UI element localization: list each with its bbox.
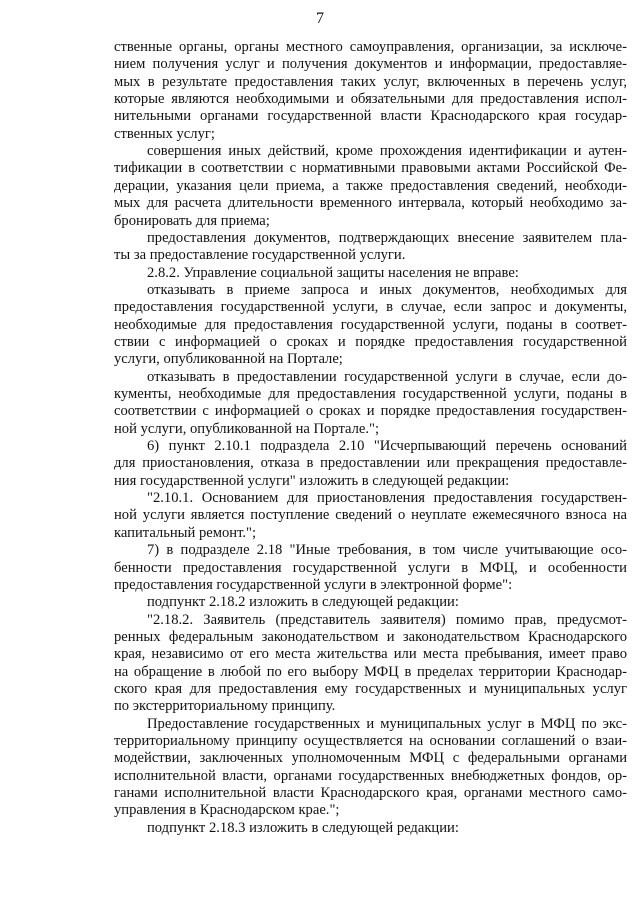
page-number: 7: [316, 10, 324, 27]
text-line: модействии, заключенных уполномоченным МФЦ с федеральными органами: [114, 750, 627, 767]
text-line: Предоставление государственных и муниципальных услуг в МФЦ по экс-: [147, 715, 627, 732]
text-line: ственных услуг;: [114, 125, 215, 142]
text-line: бенности предоставления государственной услуги в МФЦ, и особенности: [114, 559, 627, 576]
text-line: на обращение в любой по его выбору МФЦ в пределах территории Краснодар-: [114, 663, 627, 680]
text-line: ренных федеральным законодательством и законодательством Краснодарского: [114, 628, 627, 645]
text-line: отказывать в предоставлении государственной услуги в случае, если до-: [147, 368, 627, 385]
text-line: тификации в соответствии с нормативными правовыми актами Российской Фе-: [114, 160, 627, 177]
text-line: 7) в подразделе 2.18 "Иные требования, в том числе учитывающие осо-: [147, 542, 627, 559]
text-line: "2.10.1. Основанием для приостановления предоставления государствен-: [147, 490, 627, 507]
text-line: для приостановления, отказа в предоставлении или прекращения предоставле-: [114, 455, 627, 472]
text-line: предоставления документов, подтверждающих внесение заявителем пла-: [147, 229, 627, 246]
text-line: отказывать в приеме запроса и иных документов, необходимых для: [147, 281, 627, 298]
text-line: необходимые для предоставления государственной услуги, поданы в соответ-: [114, 316, 627, 333]
text-line: ганами исполнительной власти Краснодарского края, органами местного само-: [114, 785, 627, 802]
text-line: совершения иных действий, кроме прохождения идентификации и аутен-: [147, 143, 627, 160]
text-line: управления в Краснодарском крае.";: [114, 802, 340, 819]
text-line: края, независимо от его места жительства или места пребывания, имеет право: [114, 646, 627, 663]
text-line: дерации, указания цели приема, а также предоставления сведений, необходи-: [114, 177, 627, 194]
text-line: ной услуги, опубликованной на Портале.";: [114, 420, 380, 437]
text-line: ского края для предоставления ему государственных и муниципальных услуг: [114, 680, 627, 697]
text-line: услуги, опубликованной на Портале;: [114, 351, 343, 368]
text-line: "2.18.2. Заявитель (представитель заявителя) помимо прав, предусмот-: [147, 611, 627, 628]
text-line: предоставления государственной услуги, в случае, если запрос и документы,: [114, 299, 627, 316]
text-line: ты за предоставление государственной услуги.: [114, 247, 406, 264]
text-line: исполнительной власти, органами государственных внебюджетных фондов, ор-: [114, 767, 627, 784]
text-line: ствии с информацией о сроках и порядке предоставления государственной: [114, 333, 627, 350]
text-line: ственные органы, органы местного самоуправления, организации, за исключе-: [114, 39, 627, 55]
text-line: подпункт 2.18.3 изложить в следующей редакции:: [147, 819, 459, 836]
text-line: ния государственной услуги" изложить в следующей редакции:: [114, 472, 510, 489]
text-line: по экстерриториальному принципу.: [114, 698, 336, 715]
text-line: нием получения услуг и получения документов и информации, предоставляе-: [114, 56, 627, 73]
text-line: нительными органами государственной власти Краснодарского края государ-: [114, 108, 627, 125]
text-line: мых для расчета длительности временного интервала, который необходимо за-: [114, 195, 627, 212]
text-line: подпункт 2.18.2 изложить в следующей редакции:: [147, 594, 459, 611]
text-line: соответствии с информацией о сроках и порядке предоставления государствен-: [114, 403, 627, 420]
text-line: кументы, необходимые для предоставления государственной услуги, поданы в: [114, 386, 627, 402]
text-line: мых в результате предоставления таких услуг, включенных в перечень услуг,: [114, 73, 627, 90]
text-line: ной услуги является поступление сведений о неуплате ежемесячного взноса на: [114, 507, 627, 524]
text-line: 2.8.2. Управление социальной защиты населения не вправе:: [147, 264, 519, 281]
text-line: бронировать для приема;: [114, 212, 270, 229]
text-line: капитальный ремонт.";: [114, 524, 257, 541]
text-line: 6) пункт 2.10.1 подраздела 2.10 "Исчерпывающий перечень оснований: [147, 438, 627, 455]
text-line: предоставления государственной услуги в электронной форме":: [114, 576, 513, 593]
text-line: которые являются необходимыми и обязательными для предоставления испол-: [114, 91, 627, 108]
text-line: территориальному принципу осуществляется на основании соглашений о взаи-: [114, 733, 627, 749]
